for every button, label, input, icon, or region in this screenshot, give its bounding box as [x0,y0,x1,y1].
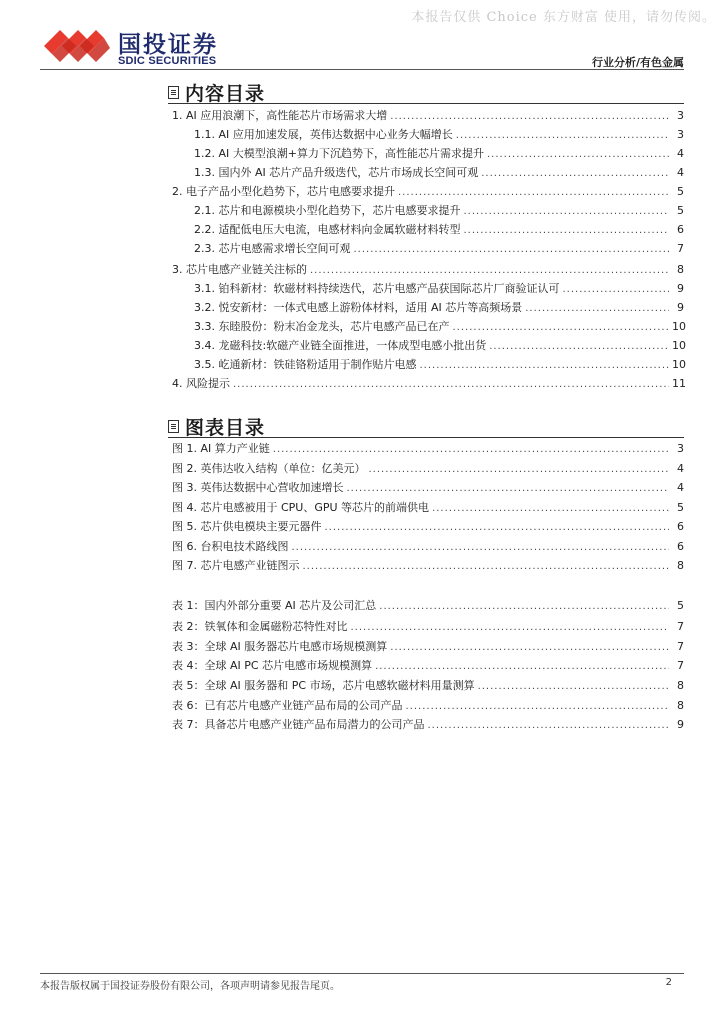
toc-item[interactable]: 3.2. 悦安新材：一体式电感上游粉体材料，适用 AI 芯片等高频场景 ..... 9 [194,299,684,317]
table-item[interactable]: 表 3：全球 AI 服务器芯片电感市场规模测算 ..... 7 [172,638,684,656]
toc-item[interactable]: 4. 风险提示 ..... 11 [172,375,684,393]
figures-underline [168,437,684,438]
logo-mark-icon [40,26,116,66]
figure-item[interactable]: 图 5. 芯片供电模块主要元器件 ..... 6 [172,518,684,536]
figure-item[interactable]: 图 3. 英伟达数据中心营收加速增长 ..... 4 [172,479,684,497]
toc-item[interactable]: 2.1. 芯片和电源模块小型化趋势下，芯片电感要求提升 ..... 5 [194,202,684,220]
figures-heading [168,413,265,440]
toc-item[interactable]: 3.3. 东睦股份：粉末冶金龙头，芯片电感产品已在产 ..... 10 [194,318,684,336]
toc-item[interactable]: 3.4. 龙磁科技:软磁产业链全面推进，一体成型电感小批出货 ..... 10 [194,337,684,355]
header-divider [40,69,684,70]
figure-item[interactable]: 图 2. 英伟达收入结构（单位：亿美元） ..... 4 [172,460,684,478]
logo-name-cn: 国投证券 [118,32,218,58]
figures-title: 图表目录 [185,417,266,439]
toc-item[interactable]: 2. 电子产品小型化趋势下，芯片电感要求提升 ..... 5 [172,183,684,201]
toc-item[interactable]: 2.3. 芯片电感需求增长空间可观 ..... 7 [194,240,684,258]
company-logo [40,26,240,66]
table-item[interactable]: 表 1：国内外部分重要 AI 芯片及公司汇总 ..... 5 [172,597,684,615]
contents-heading [168,79,265,106]
watermark: 本报告仅供 Choice 东方财富 使用，请勿传阅。 [411,10,716,25]
toc-item[interactable]: 1.3. 国内外 AI 芯片产品升级迭代，芯片市场成长空间可观 ..... 4 [194,164,684,182]
contents-underline [168,103,684,104]
figure-item[interactable]: 图 4. 芯片电感被用于 CPU、GPU 等芯片的前端供电 ..... 5 [172,499,684,517]
figure-item[interactable]: 图 7. 芯片电感产业链图示 ..... 8 [172,557,684,575]
toc-item[interactable]: 1.1. AI 应用加速发展，英伟达数据中心业务大幅增长 ..... 3 [194,126,684,144]
table-item[interactable]: 表 7：具备芯片电感产业链产品布局潜力的公司产品 ..... 9 [172,716,684,734]
toc-item[interactable]: 1. AI 应用浪潮下，高性能芯片市场需求大增 ..... 3 [172,107,684,125]
list-icon [168,86,179,99]
toc-item[interactable]: 3.1. 铂科新材：软磁材料持续迭代，芯片电感产品获国际芯片厂商验证认可 ..... 9 [194,280,684,298]
contents-title: 内容目录 [185,83,266,105]
toc-item[interactable]: 3.5. 屹通新材：铁硅铬粉适用于制作贴片电感 ..... 10 [194,356,684,374]
list-icon [168,420,179,433]
footer-disclaimer: 本报告版权属于国投证券股份有限公司，各项声明请参见报告尾页。 [40,981,340,992]
toc-item[interactable]: 2.2. 适配低电压大电流，电感材料向金属软磁材料转型 ..... 6 [194,221,684,239]
figure-item[interactable]: 图 1. AI 算力产业链 ..... 3 [172,440,684,458]
table-item[interactable]: 表 6：已有芯片电感产业链产品布局的公司产品 ..... 8 [172,697,684,715]
report-category: 行业分析/有色金属 [591,56,684,69]
table-item[interactable]: 表 4：全球 AI PC 芯片电感市场规模测算 ..... 7 [172,657,684,675]
table-item[interactable]: 表 5：全球 AI 服务器和 PC 市场，芯片电感软磁材料用量测算 ..... 8 [172,677,684,695]
table-item[interactable]: 表 2：铁氧体和金属磁粉芯特性对比 ..... 7 [172,618,684,636]
toc-item[interactable]: 3. 芯片电感产业链关注标的 ..... 8 [172,261,684,279]
logo-name-en: SDIC SECURITIES [118,55,217,67]
footer-divider [40,973,684,974]
figure-item[interactable]: 图 6. 台积电技术路线图 ..... 6 [172,538,684,556]
toc-item[interactable]: 1.2. AI 大模型浪潮+算力下沉趋势下，高性能芯片需求提升 ..... 4 [194,145,684,163]
page-number: 2 [665,977,672,988]
